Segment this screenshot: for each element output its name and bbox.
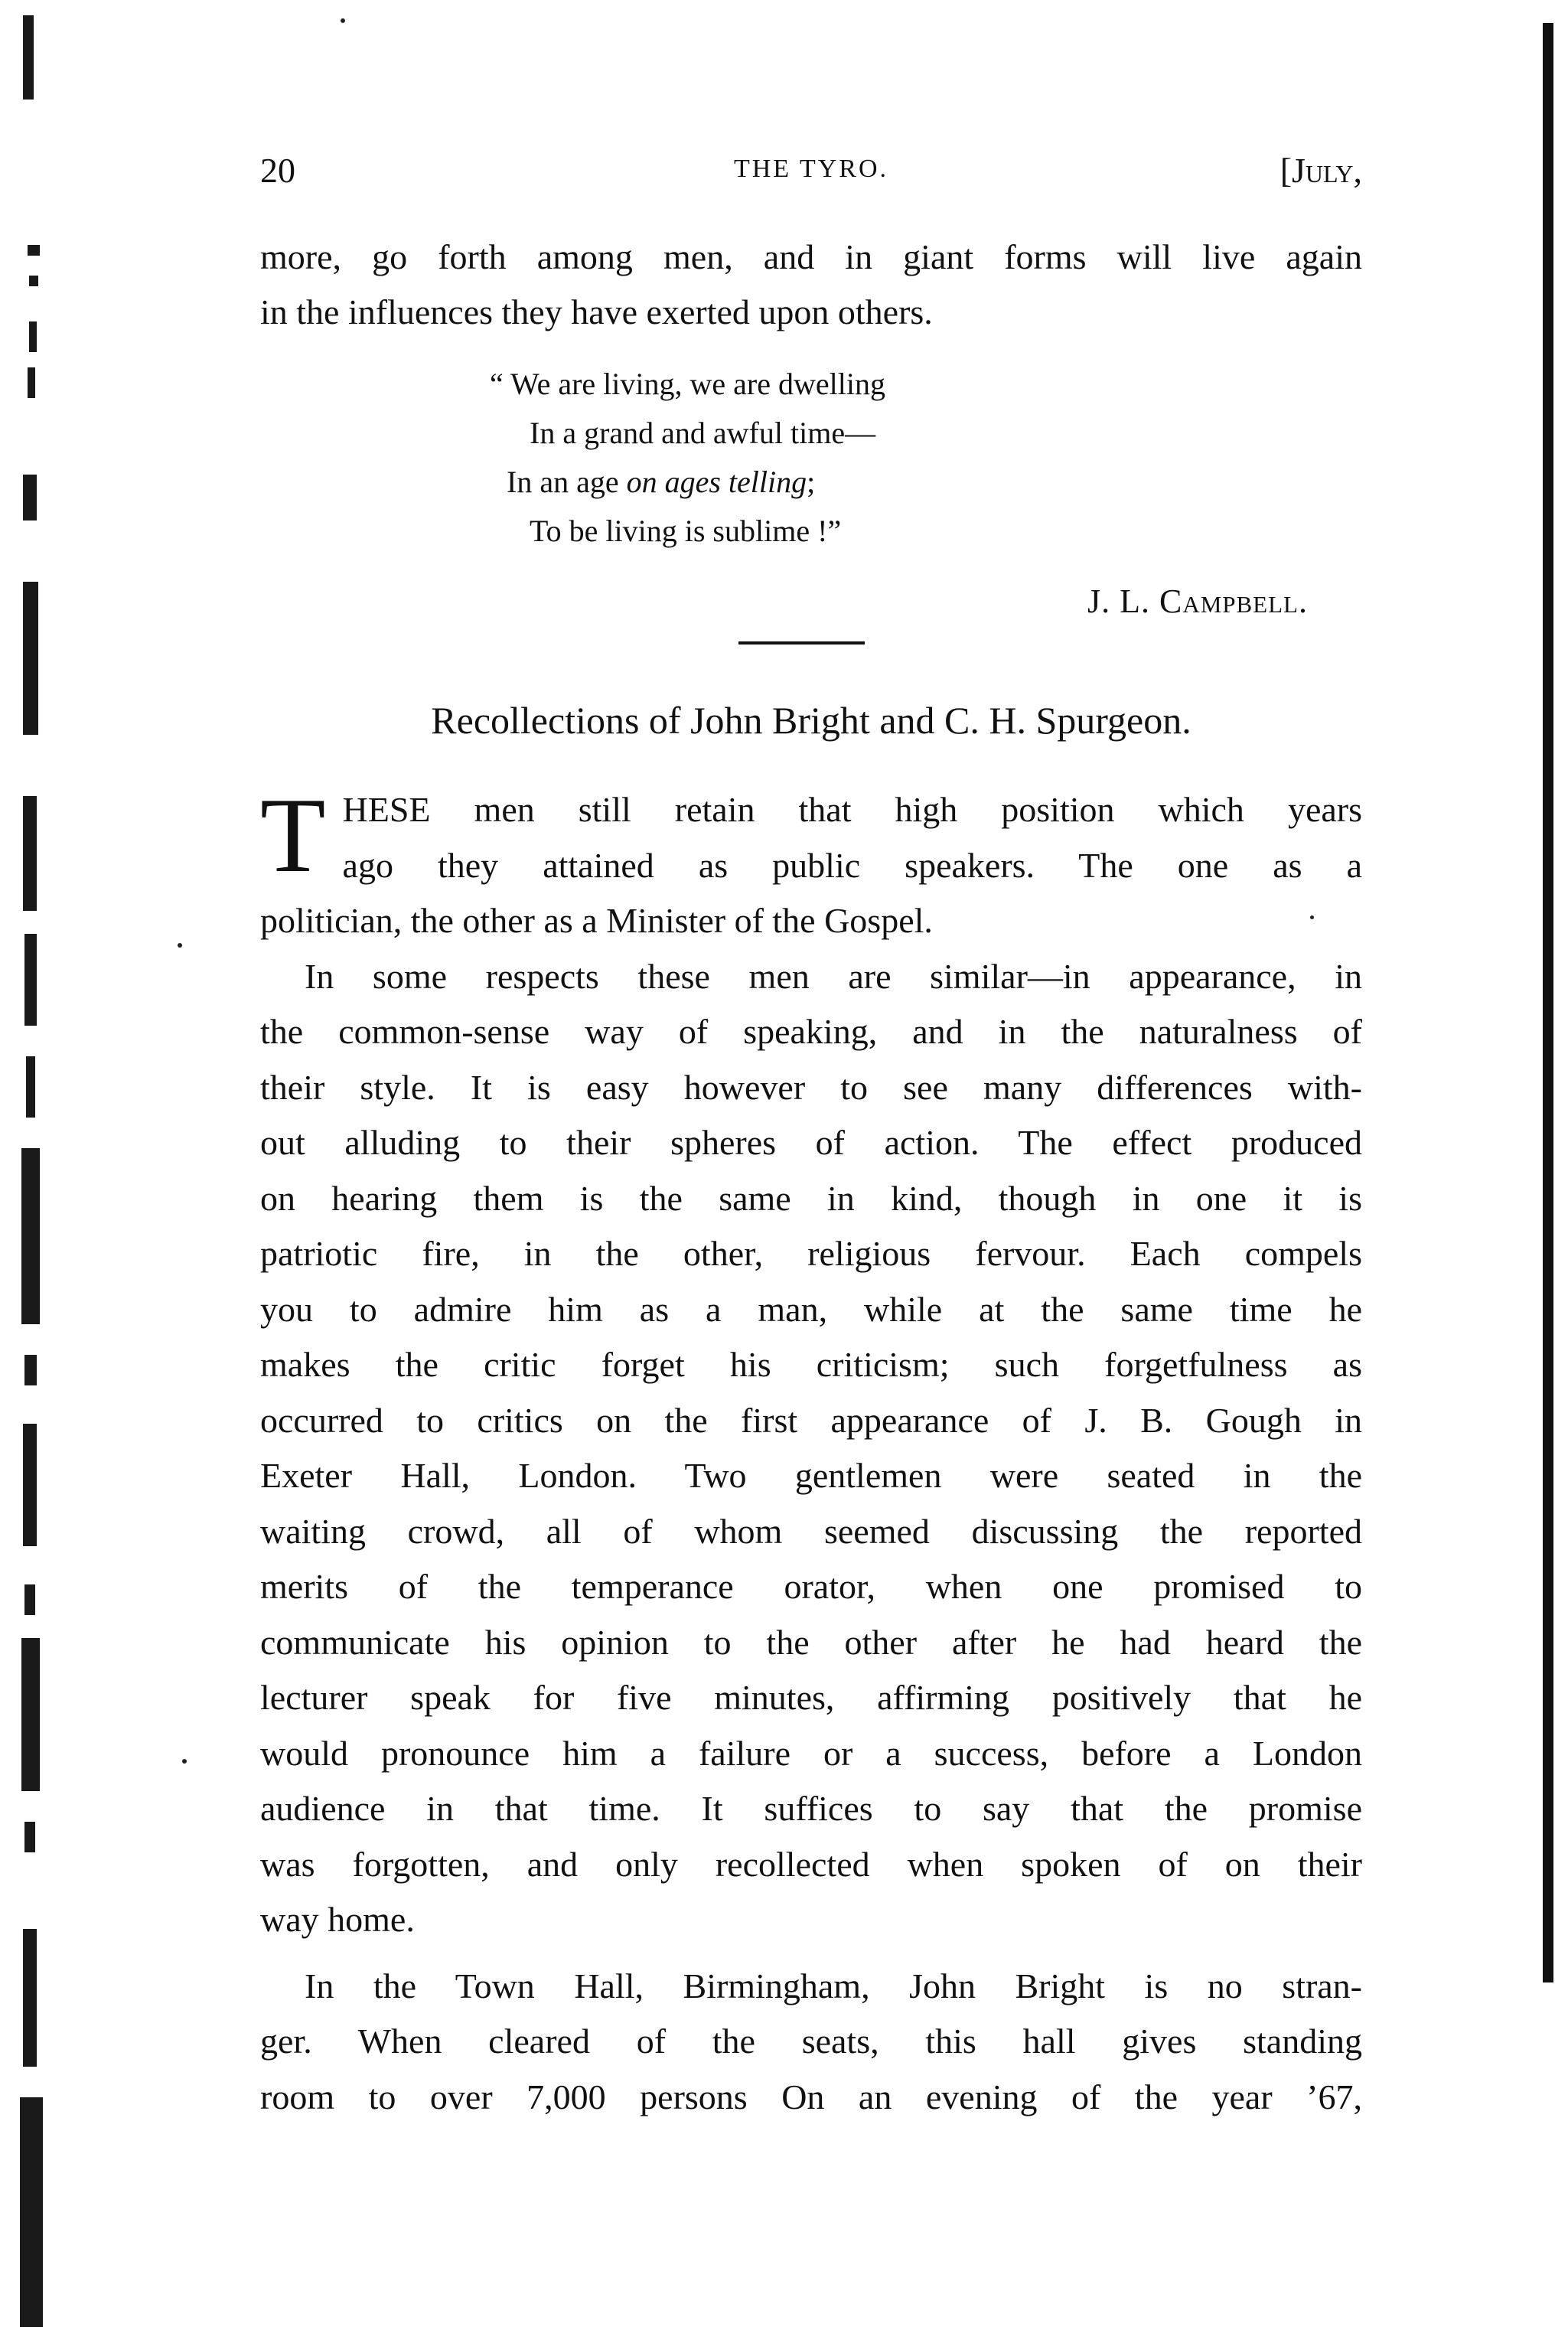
text-line: in the influences they have exerted upon others. xyxy=(260,292,933,331)
text-line: room to over 7,000 persons On an evening of the year ’67, xyxy=(260,2077,1362,2116)
text-line: In some respects these men are similar—in appearance, in xyxy=(305,956,1362,996)
paragraph-2 xyxy=(260,949,1362,1948)
left-margin-scan-artifacts xyxy=(0,0,54,2330)
opening-word: HESE xyxy=(342,790,431,829)
text-line: you to admire him as a man, while at the same time he xyxy=(260,1289,1362,1329)
journal-title: THE TYRO. xyxy=(733,155,889,183)
stray-speck xyxy=(341,18,345,23)
paragraph-gap xyxy=(260,1948,1362,1959)
text-line: Exeter Hall, London. Two gentlemen were seated in the xyxy=(260,1456,1362,1495)
issue-month: [July, xyxy=(1280,151,1362,190)
text-line: the common-sense way of speaking, and in the naturalness of xyxy=(260,1012,1362,1051)
section-divider xyxy=(738,641,865,645)
article-title: Recollections of John Bright and C. H. Spurgeon. xyxy=(431,699,1191,742)
article-body xyxy=(260,776,1362,2125)
text-line: would pronounce him a failure or a success, before a London xyxy=(260,1733,1362,1773)
text-line: patriotic fire, in the other, religious fervour. Each compels xyxy=(260,1234,1362,1273)
text-line: audience in that time. It suffices to say that the promise xyxy=(260,1789,1362,1828)
right-edge-scan-rule xyxy=(1543,23,1553,1982)
stray-speck xyxy=(178,943,182,948)
text-line: merits of the temperance orator, when one promised to xyxy=(260,1567,1362,1606)
text-line: ger. When cleared of the seats, this hall gives standing xyxy=(260,2022,1362,2061)
text-line: their style. It is easy however to see many differences with- xyxy=(260,1067,1362,1107)
poem-quotation xyxy=(490,360,1178,556)
text-line: on hearing them is the same in kind, though in one it is xyxy=(260,1178,1362,1218)
drop-cap: T xyxy=(260,776,326,895)
text-line: way home. xyxy=(260,1900,415,1939)
italic-phrase: on ages telling xyxy=(626,465,807,499)
text-line: was forgotten, and only recollected when spoken of on their xyxy=(260,1844,1362,1884)
text-line: out alluding to their spheres of action. The effect produced xyxy=(260,1123,1362,1162)
continued-paragraph xyxy=(260,230,1362,340)
poem-line: To be living is sublime !” xyxy=(530,514,842,548)
poem-line: “ We are living, we are dwelling xyxy=(490,367,885,401)
poem-line: In an age on ages telling; xyxy=(507,465,816,499)
page-number: 20 xyxy=(260,151,295,190)
author-signature: J. L. Campbell. xyxy=(1087,582,1308,620)
text-line: ago they attained as public speakers. The one as a xyxy=(342,845,1362,885)
running-head xyxy=(260,150,1362,196)
text-line: makes the critic forget his criticism; such forgetfulness as xyxy=(260,1345,1362,1384)
poem-line: In a grand and awful time— xyxy=(530,416,876,450)
text-line: waiting crowd, all of whom seemed discussing the reported xyxy=(260,1511,1362,1551)
text-line: communicate his opinion to the other after he had heard the xyxy=(260,1622,1362,1662)
text-line xyxy=(260,782,1362,838)
text-line: more, go forth among men, and in giant forms will live again xyxy=(260,237,1362,276)
stray-speck xyxy=(182,1759,187,1764)
text-line: lecturer speak for five minutes, affirming positively that he xyxy=(260,1678,1362,1717)
paragraph-1 xyxy=(260,776,1362,949)
text-fragment: men still retain that high position which years xyxy=(430,790,1362,829)
paragraph-3 xyxy=(260,1959,1362,2126)
text-line: In the Town Hall, Birmingham, John Bright is no stran- xyxy=(305,1966,1362,2005)
text-line: politician, the other as a Minister of the Gospel. xyxy=(260,901,933,940)
text-line: occurred to critics on the first appearance of J. B. Gough in xyxy=(260,1400,1362,1440)
